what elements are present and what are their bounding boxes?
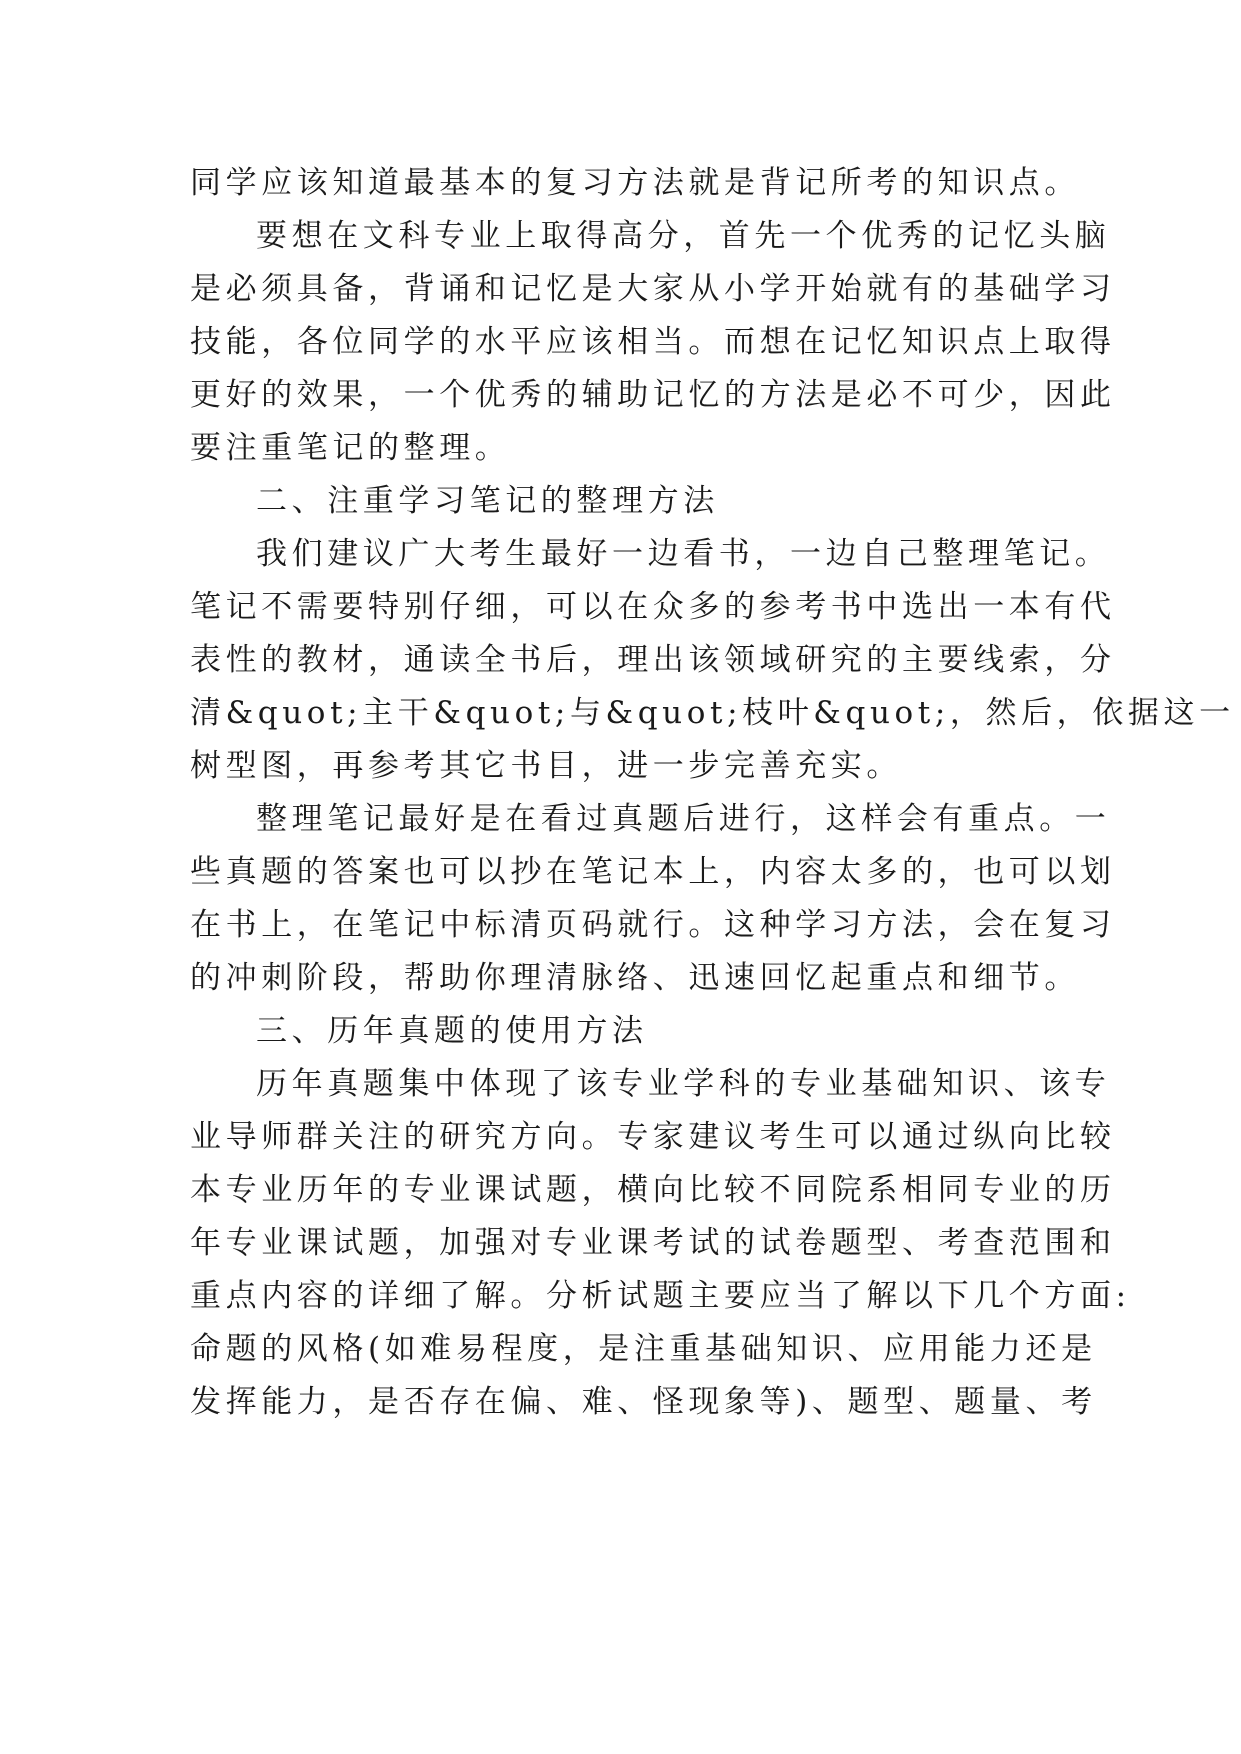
text-line: 本专业历年的专业课试题，横向比较不同院系相同专业的历 bbox=[190, 1172, 1116, 1208]
text-line: 发挥能力，是否存在偏、难、怪现象等)、题型、题量、考 bbox=[190, 1384, 1097, 1420]
paragraph-first-line: 历年真题集中体现了该专业学科的专业基础知识、该专 bbox=[256, 1066, 1111, 1102]
text-line: 要注重笔记的整理。 bbox=[190, 430, 511, 466]
section-heading: 三、历年真题的使用方法 bbox=[256, 1013, 648, 1049]
text-line: 些真题的答案也可以抄在笔记本上，内容太多的，也可以划 bbox=[190, 854, 1116, 890]
paragraph-first-line: 整理笔记最好是在看过真题后进行，这样会有重点。一 bbox=[256, 801, 1111, 837]
text-line: 更好的效果，一个优秀的辅助记忆的方法是必不可少，因此 bbox=[190, 377, 1116, 413]
text-line: 年专业课试题，加强对专业课考试的试卷题型、考查范围和 bbox=[190, 1225, 1116, 1261]
text-line: 重点内容的详细了解。分析试题主要应当了解以下几个方面: bbox=[190, 1278, 1131, 1314]
text-line: 业导师群关注的研究方向。专家建议考生可以通过纵向比较 bbox=[190, 1119, 1116, 1155]
text-line: 表性的教材，通读全书后，理出该领域研究的主要线索，分 bbox=[190, 642, 1116, 678]
text-line: 的冲刺阶段，帮助你理清脉络、迅速回忆起重点和细节。 bbox=[190, 960, 1080, 996]
text-line: 清&quot;主干&quot;与&quot;枝叶&quot;，然后，依据这一 bbox=[190, 695, 1235, 731]
text-line: 树型图，再参考其它书目，进一步完善充实。 bbox=[190, 748, 902, 784]
text-line: 笔记不需要特别仔细，可以在众多的参考书中选出一本有代 bbox=[190, 589, 1116, 625]
section-heading: 二、注重学习笔记的整理方法 bbox=[256, 483, 719, 519]
text-line: 技能，各位同学的水平应该相当。而想在记忆知识点上取得 bbox=[190, 324, 1116, 360]
text-line: 命题的风格(如难易程度，是注重基础知识、应用能力还是 bbox=[190, 1331, 1097, 1367]
text-line: 同学应该知道最基本的复习方法就是背记所考的知识点。 bbox=[190, 165, 1080, 201]
paragraph-first-line: 我们建议广大考生最好一边看书，一边自己整理笔记。 bbox=[256, 536, 1111, 572]
text-line: 是必须具备，背诵和记忆是大家从小学开始就有的基础学习 bbox=[190, 271, 1116, 307]
text-line: 在书上，在笔记中标清页码就行。这种学习方法，会在复习 bbox=[190, 907, 1116, 943]
paragraph-first-line: 要想在文科专业上取得高分，首先一个优秀的记忆头脑 bbox=[256, 218, 1111, 254]
